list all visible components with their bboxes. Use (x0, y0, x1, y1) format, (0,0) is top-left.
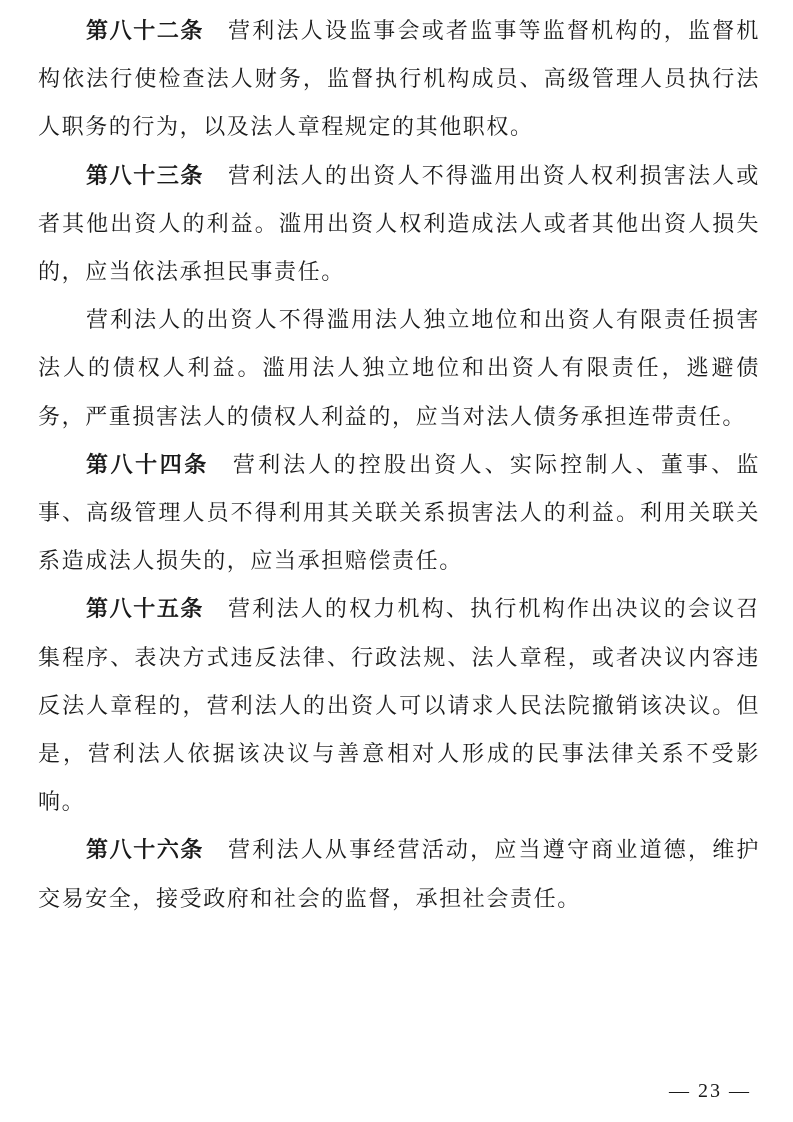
document-body (38, 8, 760, 924)
article-number: 第八十二条 (86, 19, 205, 44)
article-number: 第八十六条 (86, 838, 205, 864)
article-text: 营利法人的权力机构、执行机构作出决议的会议召集程序、表决方式违反法律、行政法规、法人章程，或者决议内容违反法人章程的，营利法人的出资人可以请求人民法院撤销该决议。但是，营利法人依据该决议与善意相对人形成的民事法律关系不受影响。 (38, 597, 760, 816)
article-85-paragraph (38, 586, 760, 827)
article-text: 营利法人的控股出资人、实际控制人、董事、监事、高级管理人员不得利用其关联关系损害法人的利益。利用关联关系造成法人损失的，应当承担赔偿责任。 (38, 452, 760, 575)
article-86-paragraph (38, 827, 760, 923)
article-83-paragraph (38, 153, 760, 298)
article-text: 营利法人的出资人不得滥用法人独立地位和出资人有限责任损害法人的债权人利益。滥用法人独立地位和出资人有限责任，逃避债务，严重损害法人的债权人利益的，应当对法人债务承担连带责任。 (38, 308, 760, 430)
article-82-paragraph (38, 8, 760, 153)
page-number: — 23 — (669, 1080, 751, 1102)
article-number: 第八十五条 (86, 597, 205, 623)
article-text: 营利法人从事经营活动，应当遵守商业道德，维护交易安全，接受政府和社会的监督，承担社会责任。 (38, 838, 760, 912)
article-83-continuation-paragraph (38, 297, 760, 442)
article-text: 营利法人设监事会或者监事等监督机构的，监督机构依法行使检查法人财务，监督执行机构成员、高级管理人员执行法人职务的行为，以及法人章程规定的其他职权。 (38, 19, 760, 141)
article-number: 第八十三条 (86, 163, 205, 189)
article-text: 营利法人的出资人不得滥用出资人权利损害法人或者其他出资人的利益。滥用出资人权利造成法人或者其他出资人损失的，应当依法承担民事责任。 (38, 163, 760, 286)
article-84-paragraph (38, 442, 760, 587)
article-number: 第八十四条 (86, 452, 209, 478)
